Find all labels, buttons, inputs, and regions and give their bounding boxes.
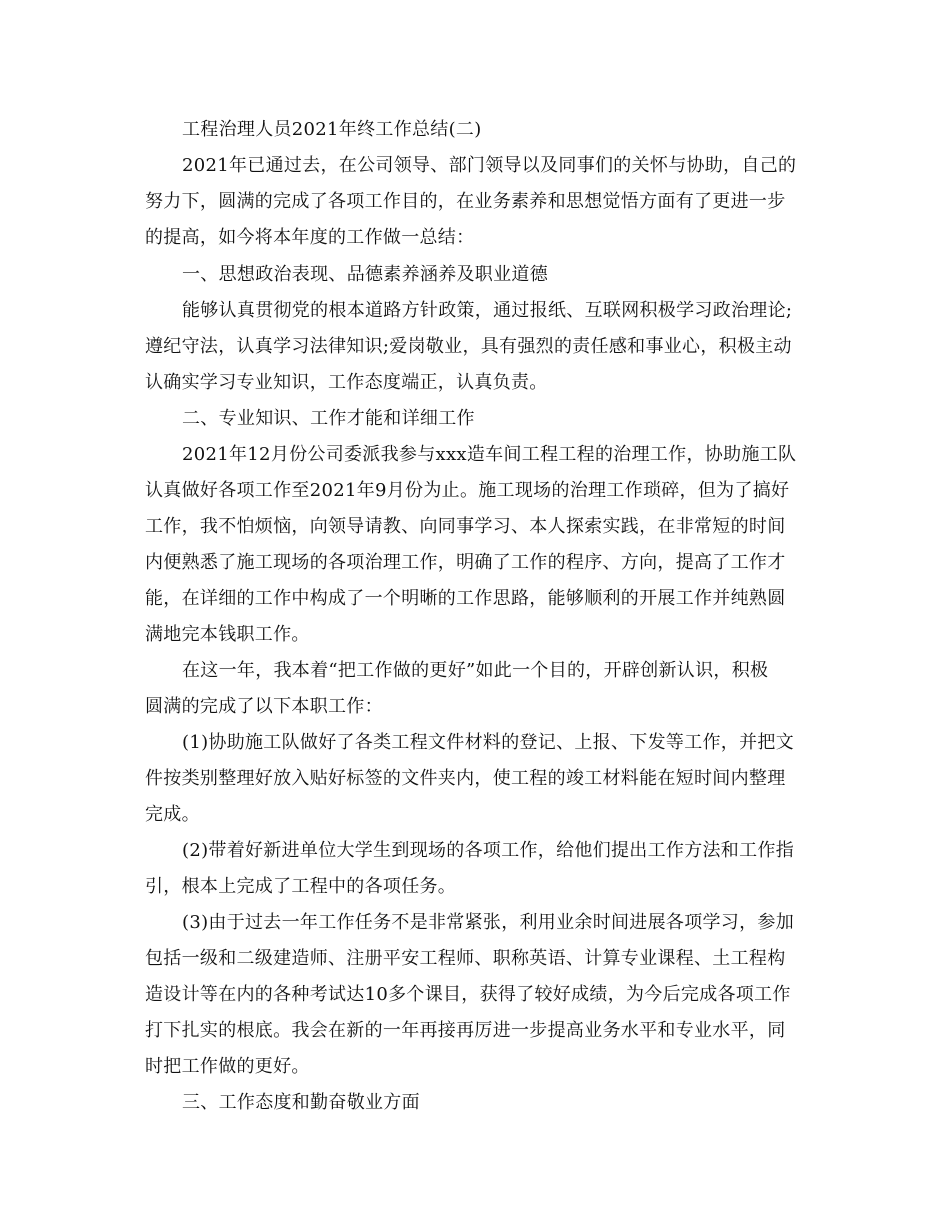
paragraph-line: 努力下，圆满的完成了各项工作目的，在业务素养和思想觉悟方面有了更进一步 <box>145 191 786 212</box>
document-title: 工程治理人员2021年终工作总结(二) <box>182 119 482 140</box>
list-item-line: (1)协助施工队做好了各类工程文件材料的登记、上报、下发等工作，并把文 <box>182 732 794 753</box>
paragraph-line: 2021年已通过去，在公司领导、部门领导以及同事们的关怀与协助，自己的 <box>182 155 797 176</box>
list-item-line: 引，根本上完成了工程中的各项任务。 <box>145 876 457 897</box>
paragraph-line: 认确实学习专业知识，工作态度端正，认真负责。 <box>145 372 548 393</box>
paragraph-line: 能够认真贯彻党的根本道路方针政策，通过报纸、互联网积极学习政治理论; <box>182 300 793 321</box>
list-item-line: 打下扎实的根底。我会在新的一年再接再厉进一步提高业务水平和专业水平，同 <box>145 1020 786 1041</box>
section-heading: 三、工作态度和勤奋敬业方面 <box>182 1092 420 1113</box>
paragraph-line: 在这一年，我本着“把工作做的更好”如此一个目的，开辟创新认识，积极 <box>182 660 769 681</box>
paragraph-line: 能，在详细的工作中构成了一个明晰的工作思路，能够顺利的开展工作并纯熟圆 <box>145 588 786 609</box>
paragraph-line: 圆满的完成了以下本职工作： <box>145 696 383 717</box>
list-item-line: 完成。 <box>145 804 200 825</box>
list-item-line: (2)带着好新进单位大学生到现场的各项工作，给他们提出工作方法和工作指 <box>182 840 794 861</box>
paragraph-line: 2021年12月份公司委派我参与xxx造车间工程工程的治理工作，协助施工队 <box>182 444 797 465</box>
list-item-line: 包括一级和二级建造师、注册平安工程师、职称英语、计算专业课程、土工程构 <box>145 948 786 969</box>
list-item-line: 时把工作做的更好。 <box>145 1056 310 1077</box>
paragraph-line: 遵纪守法，认真学习法律知识;爱岗敬业，具有强烈的责任感和事业心，积极主动 <box>145 336 792 357</box>
section-heading: 一、思想政治表现、品德素养涵养及职业道德 <box>182 264 548 285</box>
paragraph-line: 满地完本钱职工作。 <box>145 624 310 645</box>
paragraph-line: 的提高，如今将本年度的工作做一总结： <box>145 227 475 248</box>
list-item-line: 件按类别整理好放入贴好标签的文件夹内，使工程的竣工材料能在短时间内整理 <box>145 768 786 789</box>
paragraph-line: 内便熟悉了施工现场的各项治理工作，明确了工作的程序、方向，提高了工作才 <box>145 552 786 573</box>
section-heading: 二、专业知识、工作才能和详细工作 <box>182 408 475 429</box>
paragraph-line: 认真做好各项工作至2021年9月份为止。施工现场的治理工作琐碎，但为了搞好 <box>145 480 790 501</box>
paragraph-line: 工作，我不怕烦恼，向领导请教、向同事学习、本人探索实践，在非常短的时间 <box>145 516 786 537</box>
list-item-line: 造设计等在内的各种考试达10多个课目，获得了较好成绩，为今后完成各项工作 <box>145 984 791 1005</box>
list-item-line: (3)由于过去一年工作任务不是非常紧张，利用业余时间进展各项学习，参加 <box>182 912 794 933</box>
